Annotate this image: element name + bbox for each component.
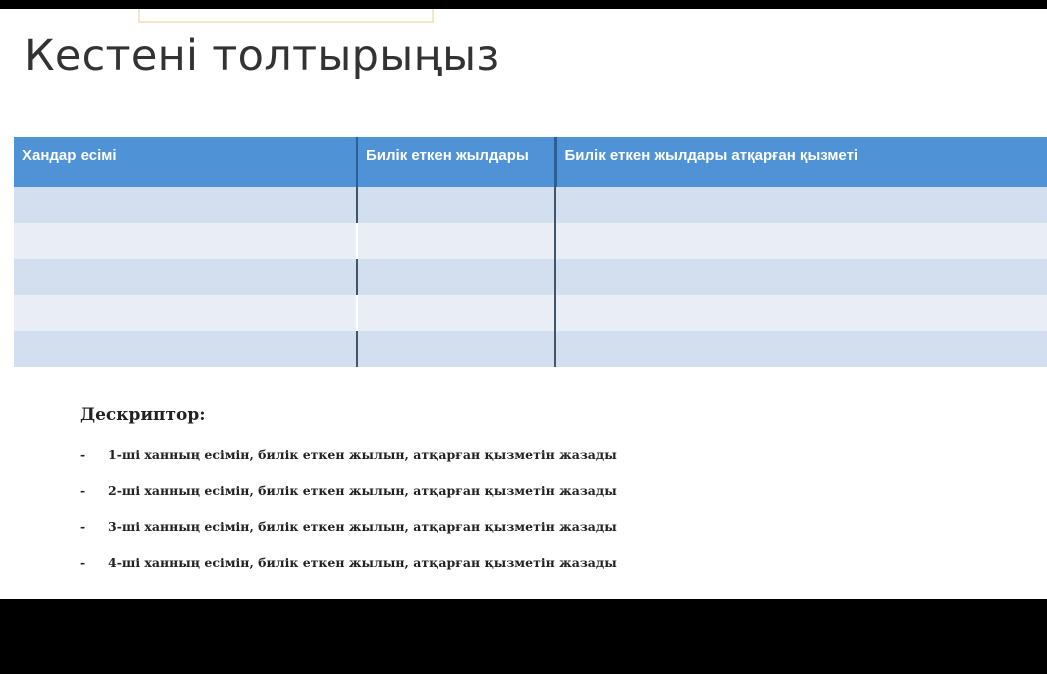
table-cell[interactable] [555,187,1047,223]
table-cell[interactable] [357,223,555,259]
table-cell[interactable] [555,295,1047,331]
header-reign-years: Билік еткен жылдары [357,137,555,187]
descriptor-item [80,483,617,519]
top-decoration [138,9,434,23]
table-row [14,223,1047,259]
descriptor-section [80,405,617,591]
table-cell[interactable] [357,331,555,367]
table-cell[interactable] [14,223,357,259]
table-row [14,331,1047,367]
header-role: Билік еткен жылдары атқарған қызметі [555,137,1047,187]
bullet-dash: - [80,519,86,534]
table-cell[interactable] [555,259,1047,295]
descriptor-item-text: 2-ші ханның есімін, билік еткен жылын, атқарған қызметін жазады [108,483,617,498]
page-title: Кестені толтырыңыз [24,31,500,81]
descriptor-item [80,447,617,483]
bottom-black-bar [0,599,1047,674]
descriptor-item [80,519,617,555]
slide [0,9,1047,599]
table-cell[interactable] [357,259,555,295]
bullet-dash: - [80,483,86,498]
bullet-dash: - [80,555,86,570]
table-row [14,295,1047,331]
table-cell[interactable] [14,331,357,367]
descriptor-item [80,555,617,591]
table-row [14,259,1047,295]
descriptor-item-text: 4-ші ханның есімін, билік еткен жылын, атқарған қызметін жазады [108,555,617,570]
table-cell[interactable] [555,223,1047,259]
descriptor-title: Дескриптор: [80,405,206,425]
descriptor-item-text: 3-ші ханның есімін, билік еткен жылын, атқарған қызметін жазады [108,519,617,534]
table-cell[interactable] [357,187,555,223]
table-row [14,187,1047,223]
table-header-row [14,137,1047,187]
bullet-dash: - [80,447,86,462]
table-cell[interactable] [14,187,357,223]
table-cell[interactable] [14,295,357,331]
table-cell[interactable] [357,295,555,331]
fill-table [14,137,1047,367]
descriptor-item-text: 1-ші ханның есімін, билік еткен жылын, атқарған қызметін жазады [108,447,617,462]
table-cell[interactable] [14,259,357,295]
table-cell[interactable] [555,331,1047,367]
header-khan-names: Хандар есімі [14,137,357,187]
